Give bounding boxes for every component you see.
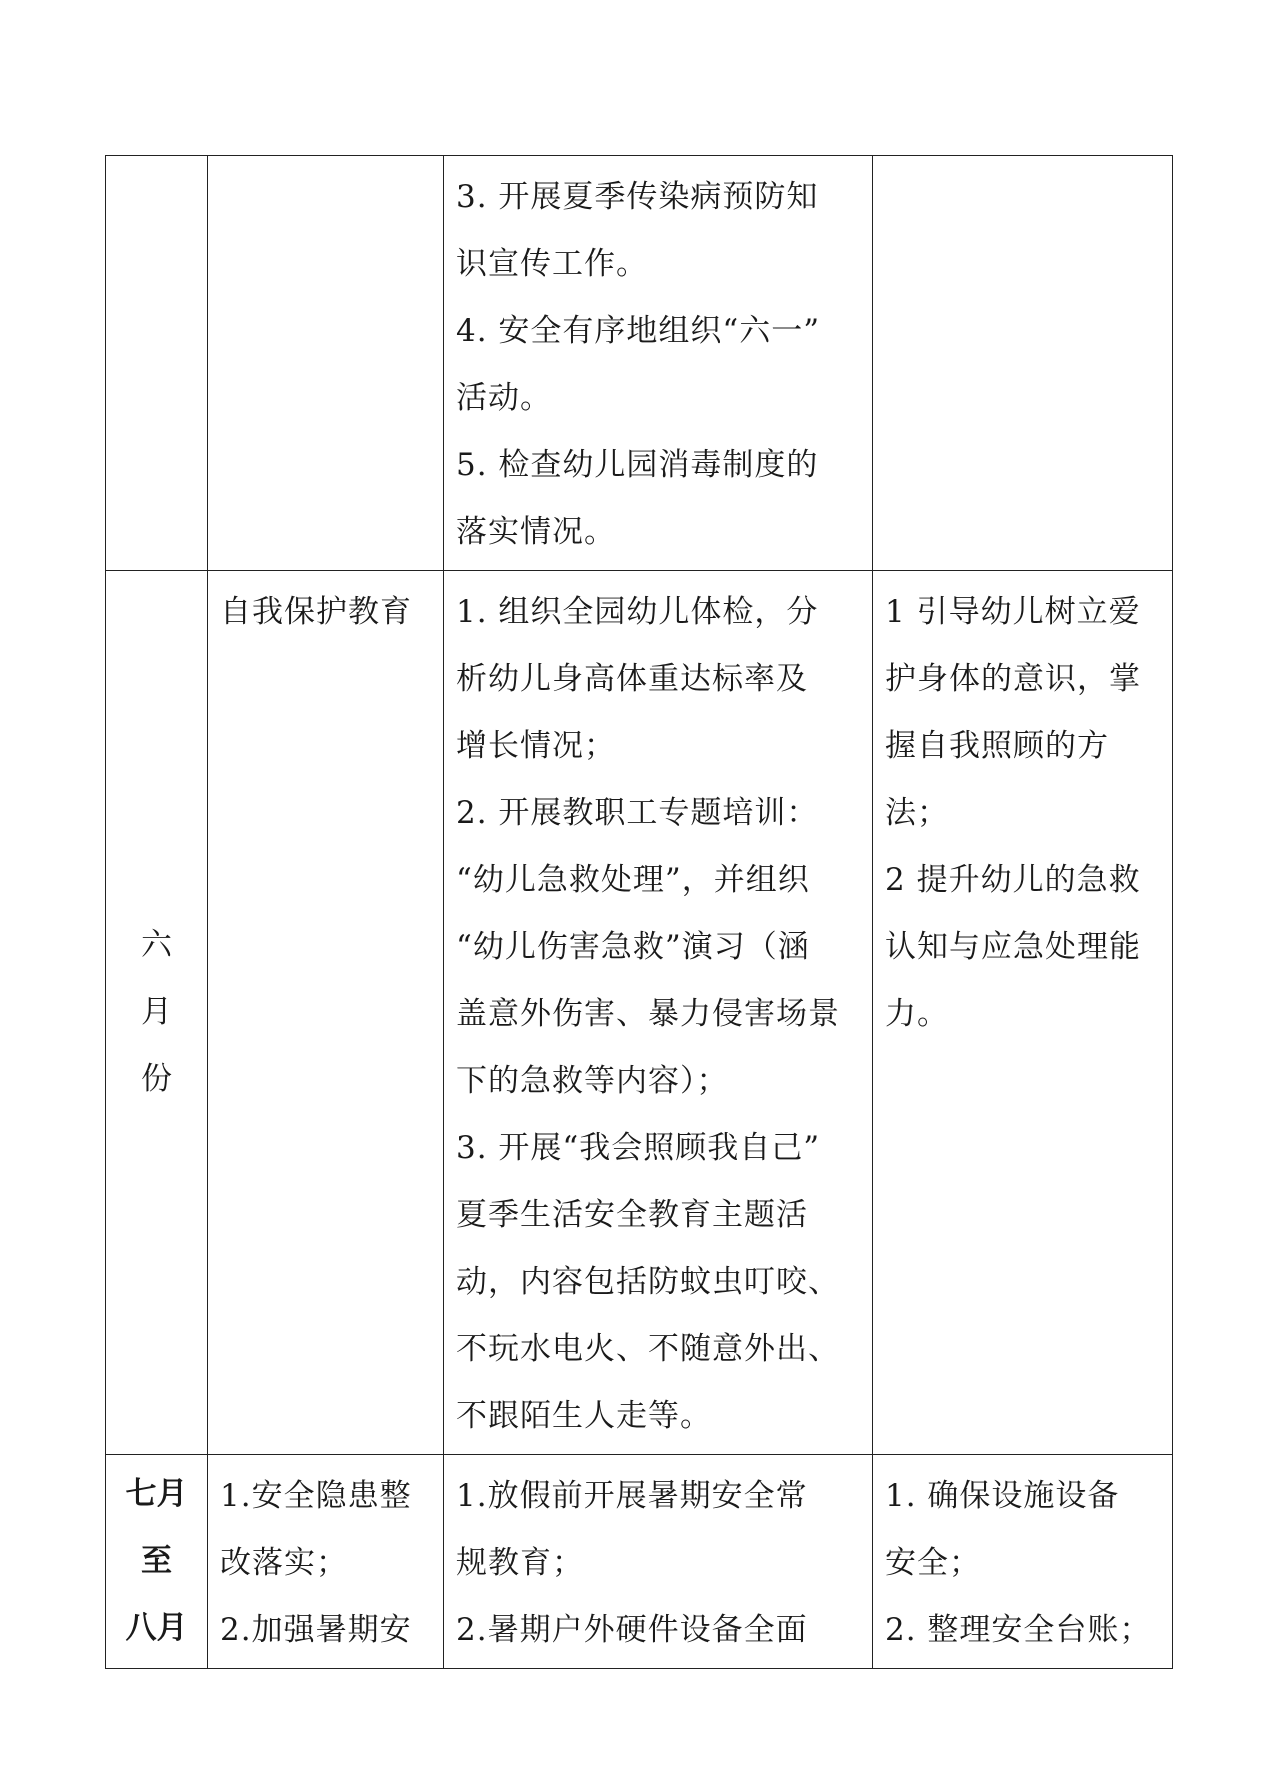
goal-text	[873, 1455, 1172, 1668]
month-cell	[106, 571, 208, 1455]
content-cell	[444, 571, 873, 1455]
table-row	[106, 571, 1173, 1455]
text-line: 5. 检查幼儿园消毒制度的	[456, 447, 819, 483]
content-text	[444, 1455, 872, 1668]
text-line: 份	[141, 1061, 172, 1097]
table-row	[106, 156, 1173, 571]
text-line: 自我保护教育	[220, 594, 412, 630]
topic-cell	[208, 156, 444, 571]
text-line: 2. 开展教职工专题培训：	[456, 795, 819, 831]
goal-cell	[873, 571, 1173, 1455]
month-cell	[106, 156, 208, 571]
text-line: 2. 整理安全台账；	[885, 1612, 1152, 1648]
text-line: 盖意外伤害、暴力侵害场景	[456, 996, 840, 1032]
text-line: 力。	[885, 996, 949, 1032]
text-line: 1.安全隐患整	[220, 1478, 412, 1514]
topic-text	[208, 1455, 443, 1668]
content-cell	[444, 156, 873, 571]
text-line: 识宣传工作。	[456, 246, 648, 282]
goal-cell	[873, 156, 1173, 571]
table-row	[106, 1455, 1173, 1669]
plan-table	[105, 155, 1173, 1669]
goal-text	[873, 571, 1172, 1052]
text-line: 月	[141, 994, 172, 1030]
text-line: 改落实；	[220, 1545, 348, 1581]
text-line: 七月	[125, 1476, 188, 1512]
text-line: 法；	[885, 795, 949, 831]
text-line: “幼儿急救处理”，并组织	[456, 862, 810, 898]
topic-cell	[208, 571, 444, 1455]
text-line: 2 提升幼儿的急救	[885, 862, 1141, 898]
topic-text	[208, 571, 443, 650]
month-cell	[106, 1455, 208, 1669]
content-cell	[444, 1455, 873, 1669]
month-label	[106, 912, 207, 1113]
text-line: 增长情况；	[456, 728, 616, 764]
text-line: 2.加强暑期安	[220, 1612, 412, 1648]
goal-text	[873, 156, 1172, 168]
text-line: 活动。	[456, 380, 552, 416]
text-line: 1. 组织全园幼儿体检，分	[456, 594, 819, 630]
text-line: 八月	[125, 1610, 188, 1646]
content-text	[444, 571, 872, 1454]
text-line: 1.放假前开展暑期安全常	[456, 1478, 808, 1514]
text-line: 握自我照顾的方	[885, 728, 1109, 764]
text-line: 下的急救等内容）；	[456, 1063, 729, 1099]
text-line: 1. 确保设施设备	[885, 1478, 1120, 1514]
content-text	[444, 156, 872, 570]
text-line: 至	[141, 1543, 172, 1579]
text-line: 动，内容包括防蚊虫叮咬、	[456, 1264, 840, 1300]
month-label	[106, 1455, 207, 1662]
topic-text	[208, 156, 443, 168]
text-line: 落实情况。	[456, 514, 616, 550]
text-line: 认知与应急处理能	[885, 929, 1141, 965]
text-line: 1 引导幼儿树立爱	[885, 594, 1141, 630]
topic-cell	[208, 1455, 444, 1669]
text-line: 3. 开展夏季传染病预防知	[456, 179, 819, 215]
text-line: 4. 安全有序地组织“六一”	[456, 313, 821, 349]
text-line: “幼儿伤害急救”演习（涵	[456, 929, 810, 965]
text-line: 护身体的意识，掌	[885, 661, 1141, 697]
text-line: 析幼儿身高体重达标率及	[456, 661, 808, 697]
text-line: 不玩水电火、不随意外出、	[456, 1331, 840, 1367]
text-line: 夏季生活安全教育主题活	[456, 1197, 808, 1233]
goal-cell	[873, 1455, 1173, 1669]
text-line: 规教育；	[456, 1545, 584, 1581]
text-line: 不跟陌生人走等。	[456, 1398, 712, 1434]
text-line: 安全；	[885, 1545, 981, 1581]
text-line: 3. 开展“我会照顾我自己”	[456, 1130, 821, 1166]
text-line: 六	[141, 927, 172, 963]
text-line: 2.暑期户外硬件设备全面	[456, 1612, 808, 1648]
